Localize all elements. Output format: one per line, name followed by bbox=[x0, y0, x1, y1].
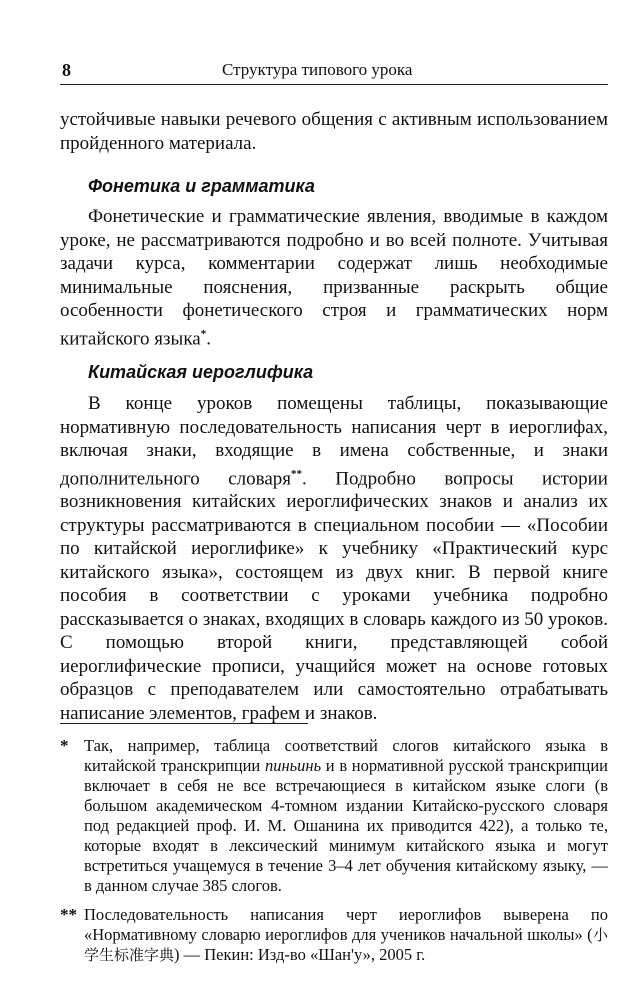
characters-paragraph bbox=[60, 392, 608, 725]
footnote-2 bbox=[60, 905, 608, 965]
footnote-1-italic: пиньинь bbox=[264, 756, 322, 775]
footnote-2-text-before: Последовательность написания черт иероглифов выверена по «Нормативному словарю иероглифов для учеников начальной школы» ( bbox=[84, 905, 608, 944]
footnote-ref-1[interactable]: * bbox=[200, 327, 207, 340]
footnote-1-text bbox=[84, 736, 608, 896]
phonetics-paragraph bbox=[60, 205, 608, 350]
footnote-divider bbox=[60, 723, 308, 724]
footnote-2-text-after: ) — Пекин: Изд-во «Шан'у», 2005 г. bbox=[174, 945, 426, 964]
phonetics-text: Фонетические и грамматические явления, вводимые в каждом уроке, не рассматриваются подробно и во всей полноте. Учитывая задачи курса, комментарии содержат лишь необходимые минимальные пояснения, призванные раскрыть общие особенности фонетического строя и грамматических норм китайского языка bbox=[60, 206, 608, 349]
footnote-2-chinese-title: 小学生标准字典 bbox=[84, 926, 608, 964]
phonetics-text-end: . bbox=[206, 327, 211, 349]
characters-text-1: В конце уроков помещены таблицы, показывающие нормативную последовательность написания черт в иероглифах, включая знаки, входящие в имена собственные, и знаки дополнительного словаря bbox=[60, 393, 608, 489]
header-divider bbox=[60, 84, 608, 85]
footnote-2-text bbox=[84, 905, 608, 965]
characters-heading-block bbox=[88, 362, 313, 383]
footnote-1 bbox=[60, 736, 608, 896]
characters-text-2: . Подробно вопросы истории возникновения китайских иероглифических знаков и анализ их структуры рассматриваются в специальном пособии — «Пособии по китайской иероглифике» к учебнику «Практический курс китайского языка», состоящем из двух книг. В первой книге пособия в соответствии с уроками учебника подробно рассказывается о знаках, входящих в словарь каждого из 50 уроков. С помощью второй книги, представляющей собой иероглифические прописи, учащийся может на основе готовых образцов с преподавателем или самостоятельно отрабатывать написание элементов, графем и знаков. bbox=[60, 467, 608, 724]
section-heading-characters: Китайская иероглифика bbox=[88, 362, 314, 382]
section-heading-phonetics: Фонетика и грамматика bbox=[88, 176, 315, 196]
footnote-1-text-before: Так, например, таблица соответствий слогов китайского языка в китайской транскрипции bbox=[84, 736, 608, 775]
intro-paragraph bbox=[60, 108, 608, 155]
footnote-1-mark: * bbox=[60, 736, 69, 755]
footnote-1-text-after: и в нормативной русской транскрипции включает в себя не все встречающиеся в китайском языке слоги (в большом академическом 4-томном издании Китайско-русского словаря под редакцией проф. И. М. Ошанина их приводится 422), а только те, которые входят в лексический минимум китайского языка и могут встретиться учащемуся в течение 3–4 лет обучения китайскому языку, — в данном случае 385 слогов. bbox=[84, 756, 608, 895]
footnote-2-mark: ** bbox=[60, 905, 77, 924]
phonetics-heading-block bbox=[88, 176, 315, 197]
running-title: Структура типового урока bbox=[222, 60, 413, 79]
intro-paragraph-text: устойчивые навыки речевого общения с активным использованием пройденного материала. bbox=[60, 109, 608, 154]
page-number: 8 bbox=[62, 60, 71, 80]
footnote-ref-2[interactable]: ** bbox=[291, 467, 303, 480]
